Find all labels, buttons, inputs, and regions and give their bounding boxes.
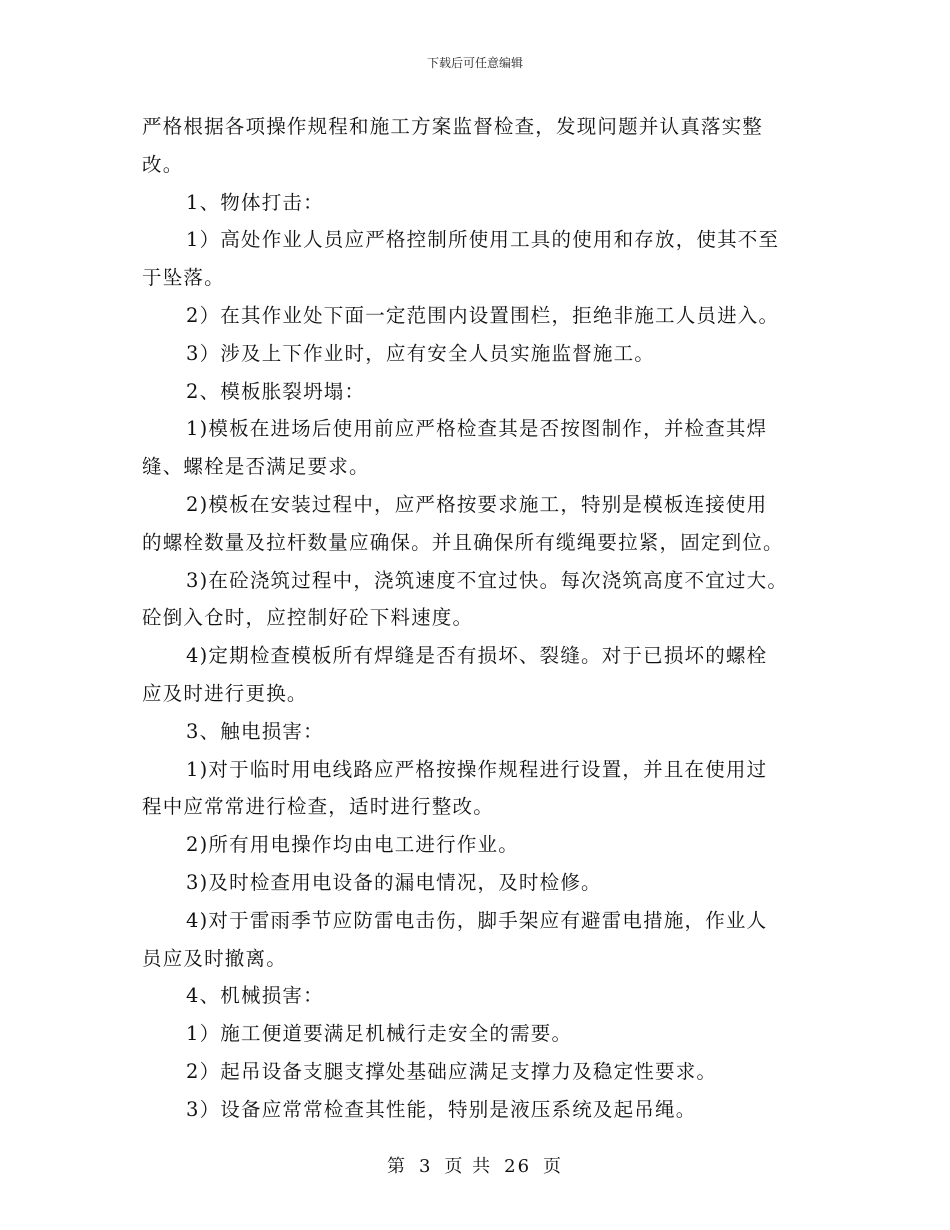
- section-heading: 3、触电损害：: [186, 719, 324, 743]
- paragraph-line: 程中应常常进行检查，适时进行整改。: [142, 795, 494, 819]
- paragraph-line: 2）起吊设备支腿支撑处基础应满足支撑力及稳定性要求。: [186, 1059, 718, 1083]
- document-body: [142, 108, 808, 1129]
- paragraph-line: 砼倒入仓时，应控制好砼下料速度。: [142, 606, 474, 630]
- paragraph-line: 2)所有用电操作均由电工进行作业。: [186, 833, 519, 857]
- paragraph-line: 的螺栓数量及拉杆数量应确保。并且确保所有缆绳要拉紧，固定到位。: [142, 530, 784, 554]
- footer-prefix: 第: [386, 1156, 407, 1177]
- section-heading: 2、模板胀裂坍塌：: [186, 379, 366, 403]
- paragraph-line: 4)定期检查模板所有焊缝是否有损坏、裂缝。对于已损坏的螺栓: [186, 644, 768, 668]
- paragraph-line: 1）施工便道要满足机械行走安全的需要。: [186, 1022, 573, 1046]
- paragraph-line: 2）在其作业处下面一定范围内设置围栏，拒绝非施工人员进入。: [186, 303, 780, 327]
- paragraph-line: 严格根据各项操作规程和施工方案监督检查，发现问题并认真落实整: [142, 115, 764, 138]
- page-footer: [0, 1152, 950, 1178]
- section-heading: 1、物体打击：: [186, 190, 324, 214]
- section-heading: 4、机械损害：: [186, 984, 324, 1008]
- paragraph-line: 缝、螺栓是否满足要求。: [142, 455, 370, 479]
- paragraph-line: 员应及时撤离。: [142, 946, 287, 970]
- paragraph-line: 应及时进行更换。: [142, 681, 308, 705]
- page-total: 26: [504, 1156, 532, 1177]
- paragraph-line: 1)模板在进场后使用前应严格检查其是否按图制作，并检查其焊: [186, 417, 768, 441]
- paragraph-line: 于坠落。: [142, 266, 225, 290]
- paragraph-line: 1）高处作业人员应严格控制所使用工具的使用和存放，使其不至: [186, 228, 780, 252]
- paragraph-line: 3)及时检查用电设备的漏电情况，及时检修。: [186, 870, 602, 894]
- paragraph-line: 3）涉及上下作业时，应有安全人员实施监督施工。: [186, 341, 656, 365]
- footer-middle: 页 共: [444, 1156, 493, 1177]
- paragraph-line: 4)对于雷雨季节应防雷电击伤，脚手架应有避雷电措施，作业人: [186, 908, 768, 932]
- paragraph-line: 3)在砼浇筑过程中，浇筑速度不宜过快。每次浇筑高度不宜过大。: [186, 568, 789, 592]
- page-header: 下载后可任意编辑: [426, 56, 523, 70]
- page-number: 3: [418, 1156, 433, 1177]
- paragraph-line: 2)模板在安装过程中，应严格按要求施工，特别是模板连接使用: [186, 492, 768, 516]
- paragraph-line: 3）设备应常常检查其性能，特别是液压系统及起吊绳。: [186, 1097, 697, 1121]
- paragraph-line: 改。: [142, 152, 184, 176]
- footer-suffix: 页: [543, 1156, 564, 1177]
- paragraph-line: 1)对于临时用电线路应严格按操作规程进行设置，并且在使用过: [186, 757, 768, 781]
